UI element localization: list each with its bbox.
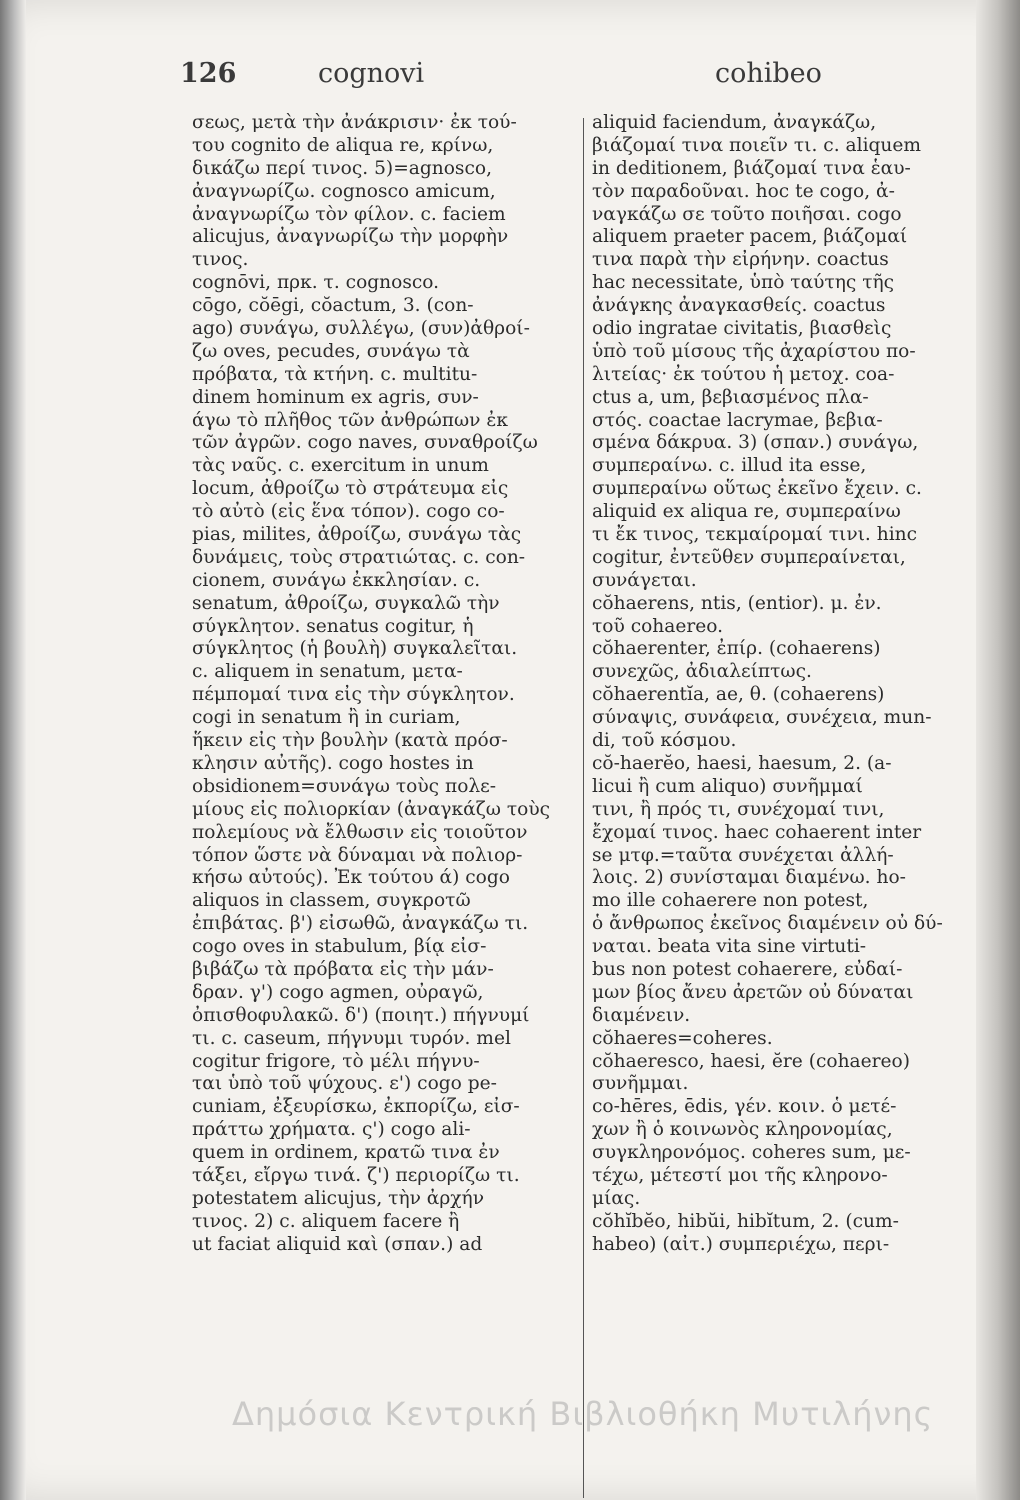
text-line: του cognito de aliqua re, κρίνω, xyxy=(192,134,494,156)
text-line: co-hēres, ēdis, γέν. κοιν. ὁ μετέ- xyxy=(592,1096,897,1118)
text-line: τὸν παραδοῦναι. hoc te cogo, ἀ- xyxy=(592,180,895,202)
text-line: quem in ordinem, κρατῶ τινα ἐν xyxy=(192,1142,500,1164)
text-line: τάξει, εἴργω τινά. ζ') περιορίζω τι. xyxy=(192,1164,520,1186)
text-line: δραν. γ') cogo agmen, οὐραγῶ, xyxy=(192,981,484,1003)
text-line: δυνάμεις, τοὺς στρατιώτας. c. con- xyxy=(192,546,526,568)
text-line: βιβάζω τὰ πρόβατα εἰς τὴν μάν- xyxy=(192,958,494,980)
text-line: ναγκάζω σε τοῦτο ποιῆσαι. cogo xyxy=(592,203,902,225)
text-line: licui ἢ cum aliquo) συνῆμμαί xyxy=(592,775,863,797)
text-line: pias, milites, ἀθροίζω, συνάγω τὰς xyxy=(192,524,522,546)
guide-word-right: cohibeo xyxy=(715,58,822,89)
text-line: ago) συνάγω, συλλέγω, (συν)ἀθροί- xyxy=(192,318,530,340)
text-line: τινα παρὰ τὴν εἰρήνην. coactus xyxy=(592,249,889,271)
text-line: μίους εἰς πολιορκίαν (ἀναγκάζω τοὺς xyxy=(192,798,551,820)
text-line: ἀνάγκης ἀναγκασθείς. coactus xyxy=(592,295,886,317)
text-line: χων ἢ ὁ κοινωνὸς κληρονομίας, xyxy=(592,1119,893,1141)
text-line: cŏhaeres=coheres. xyxy=(592,1027,773,1049)
text-line: κήσω αὐτούς). Ἐκ τούτου ά) cogo xyxy=(192,867,510,889)
text-line: potestatem alicujus, τὴν ἀρχήν xyxy=(192,1187,484,1209)
text-line: πέμπομαί τινα εἰς τὴν σύγκλητον. xyxy=(192,684,515,706)
text-line: cŏhaerenter, ἐπίρ. (cohaerens) xyxy=(592,638,881,660)
text-line: τινι, ἢ πρός τι, συνέχομαί τινι, xyxy=(592,798,885,820)
text-line: ἔχομαί τινος. haec cohaerent inter xyxy=(592,821,922,843)
text-line: ὁ ἄνθρωπος ἐκεῖνος διαμένειν οὐ δύ- xyxy=(592,913,943,935)
text-line: c. aliquem in senatum, μετα- xyxy=(192,661,463,683)
text-line: aliquid ex aliqua re, συμπεραίνω xyxy=(592,501,901,523)
text-line: ἐπιβάτας. β') εἰσωθῶ, ἀναγκάζω τι. xyxy=(192,913,529,935)
text-line: λιτείας· ἐκ τούτου ἡ μετοχ. coa- xyxy=(592,363,895,385)
text-line: cionem, συνάγω ἐκκλησίαν. c. xyxy=(192,569,481,591)
text-line: συνεχῶς, ἀδιαλείπτως. xyxy=(592,661,812,683)
text-line: βιάζομαί τινα ποιεῖν τι. c. aliquem xyxy=(592,134,922,156)
text-line: cŏhĭbĕo, hibŭi, hibĭtum, 2. (cum- xyxy=(592,1210,899,1232)
text-line: locum, ἀθροίζω τὸ στράτευμα εἰς xyxy=(192,478,509,500)
running-head xyxy=(180,58,970,98)
text-line: σμένα δάκρυα. 3) (σπαν.) συνάγω, xyxy=(592,432,919,454)
right-column xyxy=(592,112,972,1257)
text-line: ζω oves, pecudes, συνάγω τὰ xyxy=(192,340,470,362)
text-line: cŏhaerentĭa, ae, θ. (cohaerens) xyxy=(592,684,885,706)
text-line: in deditionem, βιάζομαί τινα ἑαυ- xyxy=(592,157,911,179)
text-line: cognōvi, πρκ. τ. cognosco. xyxy=(192,272,440,294)
page-fore-edge xyxy=(976,0,1020,1500)
text-line: συνάγεται. xyxy=(592,569,697,591)
text-line: σύναψις, συνάφεια, συνέχεια, mun- xyxy=(592,707,932,729)
page-number: 126 xyxy=(180,58,237,89)
text-line: σύγκλητος (ἡ βουλὴ) συγκαλεῖται. xyxy=(192,638,518,660)
text-line: cŏ-haerĕo, haesi, haesum, 2. (a- xyxy=(592,752,892,774)
text-line: συμπεραίνω οὕτως ἐκεῖνο ἔχειν. c. xyxy=(592,478,922,500)
text-line: senatum, ἀθροίζω, συγκαλῶ τὴν xyxy=(192,592,500,614)
text-line: τὸ αὐτὸ (εἰς ἕνα τόπον). cogo co- xyxy=(192,501,505,523)
text-line: ctus a, um, βεβιασμένος πλα- xyxy=(592,386,869,408)
text-line: hac necessitate, ὑπὸ ταύτης τῆς xyxy=(592,272,895,294)
text-line: λοις. 2) συνίσταμαι διαμένω. ho- xyxy=(592,867,906,889)
text-line: habeo) (αἰτ.) συμπεριέχω, περι- xyxy=(592,1233,890,1255)
text-line: aliquos in classem, συγκροτῶ xyxy=(192,890,471,912)
text-line: τινος. xyxy=(192,249,249,271)
text-line: τινος. 2) c. aliquem facere ἢ xyxy=(192,1210,460,1232)
text-line: πολεμίους νὰ ἔλθωσιν εἰς τοιοῦτον xyxy=(192,821,528,843)
text-line: πρόβατα, τὰ κτήνη. c. multitu- xyxy=(192,363,478,385)
text-line: τι ἔκ τινος, τεκμαίρομαί τινι. hinc xyxy=(592,524,918,546)
text-line: συνῆμμαι. xyxy=(592,1073,689,1095)
text-line: cogo oves in stabulum, βίᾳ εἰσ- xyxy=(192,936,487,958)
text-line: σεως, μετὰ τὴν ἀνάκρισιν· ἐκ τού- xyxy=(192,112,517,133)
text-line: συμπεραίνω. c. illud ita esse, xyxy=(592,455,867,477)
text-line: ὀπισθοφυλακῶ. δ') (ποιητ.) πήγνυμί xyxy=(192,1004,530,1026)
text-line: ἥκειν εἰς τὴν βουλὴν (κατὰ πρόσ- xyxy=(192,730,508,752)
text-line: ται ὑπὸ τοῦ ψύχους. ε') cogo pe- xyxy=(192,1073,497,1095)
text-line: dinem hominum ex agris, συν- xyxy=(192,386,479,408)
text-line: κλησιν αὐτῆς). cogo hostes in xyxy=(192,752,474,774)
text-line: mo ille cohaerere non potest, xyxy=(592,890,869,912)
text-line: ut faciat aliquid καὶ (σπαν.) ad xyxy=(192,1233,483,1255)
text-line: se μτφ.=ταῦτα συνέχεται ἀλλή- xyxy=(592,844,894,866)
text-line: cogitur, ἐντεῦθεν συμπεραίνεται, xyxy=(592,546,906,568)
text-line: obsidionem=συνάγω τοὺς πολε- xyxy=(192,775,497,797)
text-line: bus non potest cohaerere, εὐδαί- xyxy=(592,958,903,980)
text-line: aliquid faciendum, ἀναγκάζω, xyxy=(592,112,877,133)
left-column xyxy=(192,112,580,1257)
text-line: alicujus, ἀναγνωρίζω τὴν μορφὴν xyxy=(192,226,509,248)
text-line: cogi in senatum ἢ in curiam, xyxy=(192,707,461,729)
text-line: ἀναγνωρίζω τὸν φίλον. c. faciem xyxy=(192,203,506,225)
text-line: διαμένειν. xyxy=(592,1004,691,1026)
text-line: cŏhaerens, ntis, (entior). μ. ἐν. xyxy=(592,592,882,614)
binding-edge xyxy=(0,0,26,1500)
text-line: ὑπὸ τοῦ μίσους τῆς ἀχαρίστου πο- xyxy=(592,340,916,362)
text-line: ναται. beata vita sine virtuti- xyxy=(592,936,867,958)
text-line: τῶν ἀγρῶν. cogo naves, συναθροίζω xyxy=(192,432,538,454)
text-line: τοῦ cohaereo. xyxy=(592,615,724,637)
text-line: πράττω χρήματα. ς') cogo ali- xyxy=(192,1119,471,1141)
text-line: άγω τὸ πλῆθος τῶν ἀνθρώπων ἐκ xyxy=(192,409,508,431)
text-line: μίας. xyxy=(592,1187,641,1209)
text-line: ἀναγνωρίζω. cognosco amicum, xyxy=(192,180,496,202)
text-line: δικάζω περί τινος. 5)=agnosco, xyxy=(192,157,492,179)
text-line: odio ingratae civitatis, βιασθεὶς xyxy=(592,318,892,340)
text-line: τόπον ὥστε νὰ δύναμαι νὰ πολιορ- xyxy=(192,844,523,866)
text-line: σύγκλητον. senatus cogitur, ἡ xyxy=(192,615,474,637)
text-line: cŏhaeresco, haesi, ĕre (cohaereo) xyxy=(592,1050,910,1072)
guide-word-left: cognovi xyxy=(318,58,425,89)
library-watermark: Δημόσια Κεντρική Βιβλιοθήκη Μυτιλήνης xyxy=(232,1395,934,1433)
text-line: συγκληρονόμος. coheres sum, με- xyxy=(592,1142,911,1164)
text-line: di, τοῦ κόσμου. xyxy=(592,730,737,752)
text-line: aliquem praeter pacem, βιάζομαί xyxy=(592,226,908,248)
text-line: τέχω, μέτεστί μοι τῆς κληρονο- xyxy=(592,1164,888,1186)
text-line: τι. c. caseum, πήγνυμι τυρόν. mel xyxy=(192,1027,511,1049)
text-line: στός. coactae lacrymae, βεβια- xyxy=(592,409,883,431)
text-line: cogitur frigore, τὸ μέλι πήγνυ- xyxy=(192,1050,480,1072)
column-divider xyxy=(583,118,584,1498)
text-line: cuniam, ἐξευρίσκω, ἐκπορίζω, εἰσ- xyxy=(192,1096,520,1118)
text-line: cōgo, cŏēgi, cŏactum, 3. (con- xyxy=(192,295,474,317)
text-line: τὰς ναῦς. c. exercitum in unum xyxy=(192,455,489,477)
text-line: μων βίος ἄνευ ἀρετῶν οὐ δύναται xyxy=(592,981,914,1003)
